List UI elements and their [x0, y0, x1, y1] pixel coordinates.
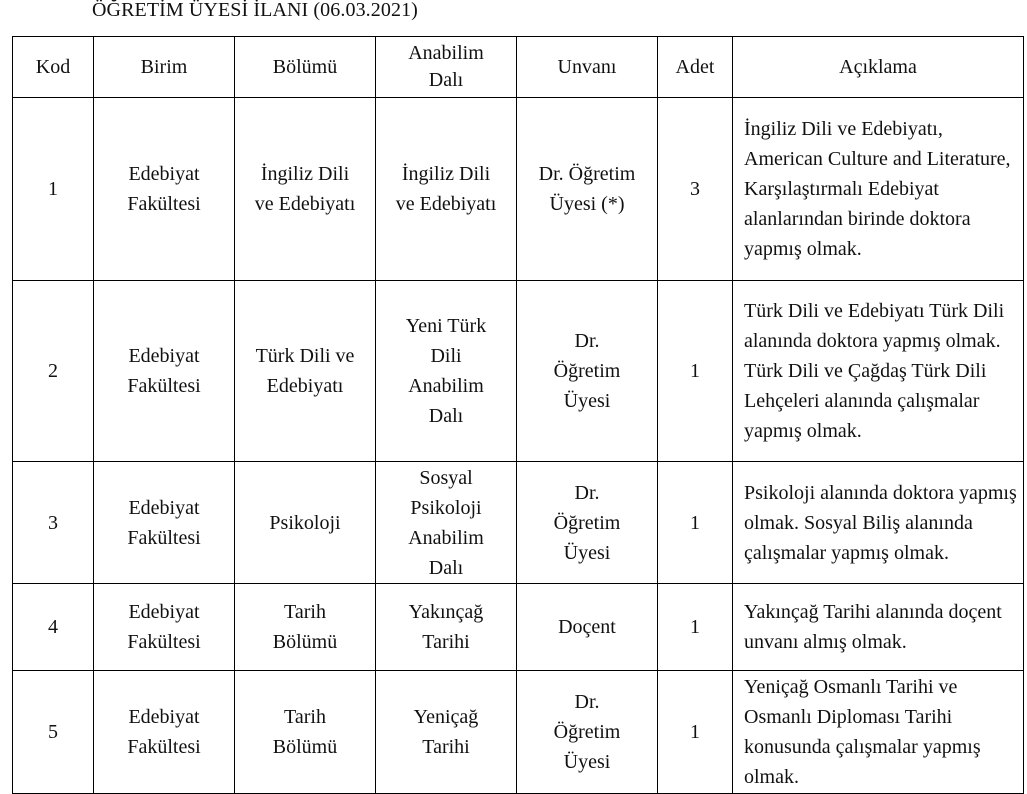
cell-kod: 5	[13, 671, 94, 794]
header-anabilim	[376, 37, 517, 98]
header-birim: Birim	[94, 37, 235, 98]
header-unvani: Unvanı	[517, 37, 658, 98]
cell-birim	[94, 462, 235, 584]
cell-birim-text: Edebiyat Fakültesi	[127, 706, 201, 758]
cell-anabilim-text: İngiliz Dili ve Edebiyatı	[395, 163, 497, 215]
cell-unvani: Doçent	[517, 584, 658, 671]
header-kod: Kod	[13, 37, 94, 98]
header-bolumu: Bölümü	[235, 37, 376, 98]
cell-bolumu	[235, 281, 376, 462]
cell-bolumu-text: Tarih Bölümü	[272, 706, 338, 758]
cell-anabilim	[376, 462, 517, 584]
cell-birim-text: Edebiyat Fakültesi	[127, 163, 201, 215]
cell-kod: 1	[13, 98, 94, 281]
cell-adet: 1	[658, 281, 733, 462]
cell-birim	[94, 671, 235, 794]
header-adet: Adet	[658, 37, 733, 98]
cell-anabilim-text: Sosyal Psikoloji Anabilim Dalı	[408, 466, 484, 579]
cell-birim-text: Edebiyat Fakültesi	[127, 601, 201, 653]
cell-anabilim	[376, 671, 517, 794]
cell-anabilim	[376, 584, 517, 671]
cell-unvani	[517, 98, 658, 281]
cell-unvani	[517, 462, 658, 584]
cell-unvani-text: Dr. Öğretim Üyesi	[553, 691, 621, 773]
cell-aciklama: İngiliz Dili ve Edebiyatı, American Culture and Literature, Karşılaştırmalı Edebiyat alanlarından birinde doktora yapmış olmak.	[733, 98, 1024, 281]
cell-bolumu	[235, 671, 376, 794]
cell-kod: 3	[13, 462, 94, 584]
cell-bolumu: Psikoloji	[235, 462, 376, 584]
job-listing-table	[12, 36, 1024, 794]
cell-birim	[94, 584, 235, 671]
cell-bolumu-text: İngiliz Dili ve Edebiyatı	[254, 163, 356, 215]
cell-anabilim	[376, 98, 517, 281]
header-row	[13, 37, 1024, 98]
cell-aciklama: Yeniçağ Osmanlı Tarihi ve Osmanlı Diploması Tarihi konusunda çalışmalar yapmış olmak.	[733, 671, 1024, 794]
cell-birim-text: Edebiyat Fakültesi	[127, 496, 201, 549]
cell-aciklama: Türk Dili ve Edebiyatı Türk Dili alanında doktora yapmış olmak. Türk Dili ve Çağdaş Türk Dili Lehçeleri alanında çalışmalar yapmış olmak.	[733, 281, 1024, 462]
page-title: ÖĞRETİM ÜYESİ İLANI (06.03.2021)	[92, 0, 418, 21]
table-row	[13, 462, 1024, 584]
cell-adet: 1	[658, 462, 733, 584]
cell-unvani-text: Dr. Öğretim Üyesi (*)	[538, 163, 636, 215]
table-row	[13, 98, 1024, 281]
table-row	[13, 281, 1024, 462]
cell-bolumu	[235, 584, 376, 671]
cell-unvani	[517, 281, 658, 462]
cell-aciklama: Yakınçağ Tarihi alanında doçent unvanı almış olmak.	[733, 584, 1024, 671]
cell-birim-text: Edebiyat Fakültesi	[127, 345, 201, 397]
cell-anabilim	[376, 281, 517, 462]
cell-aciklama: Psikoloji alanında doktora yapmış olmak. Sosyal Biliş alanında çalışmalar yapmış olmak.	[733, 462, 1024, 584]
table-row	[13, 584, 1024, 671]
table-row	[13, 671, 1024, 794]
cell-adet: 1	[658, 584, 733, 671]
cell-anabilim-text: Yakınçağ Tarihi	[408, 601, 484, 653]
cell-adet: 1	[658, 671, 733, 794]
cell-bolumu-text: Tarih Bölümü	[272, 601, 338, 653]
cell-unvani-text: Dr. Öğretim Üyesi	[553, 330, 621, 412]
cell-bolumu-text: Türk Dili ve Edebiyatı	[255, 345, 355, 397]
header-anabilim-text: Anabilim Dalı	[408, 42, 484, 91]
cell-birim	[94, 281, 235, 462]
cell-adet: 3	[658, 98, 733, 281]
cell-kod: 4	[13, 584, 94, 671]
cell-bolumu	[235, 98, 376, 281]
header-aciklama: Açıklama	[733, 37, 1024, 98]
cell-anabilim-text: Yeni Türk Dili Anabilim Dalı	[405, 315, 487, 427]
cell-birim	[94, 98, 235, 281]
cell-unvani-text: Dr. Öğretim Üyesi	[553, 481, 621, 564]
cell-kod: 2	[13, 281, 94, 462]
cell-unvani	[517, 671, 658, 794]
cell-anabilim-text: Yeniçağ Tarihi	[413, 706, 479, 758]
